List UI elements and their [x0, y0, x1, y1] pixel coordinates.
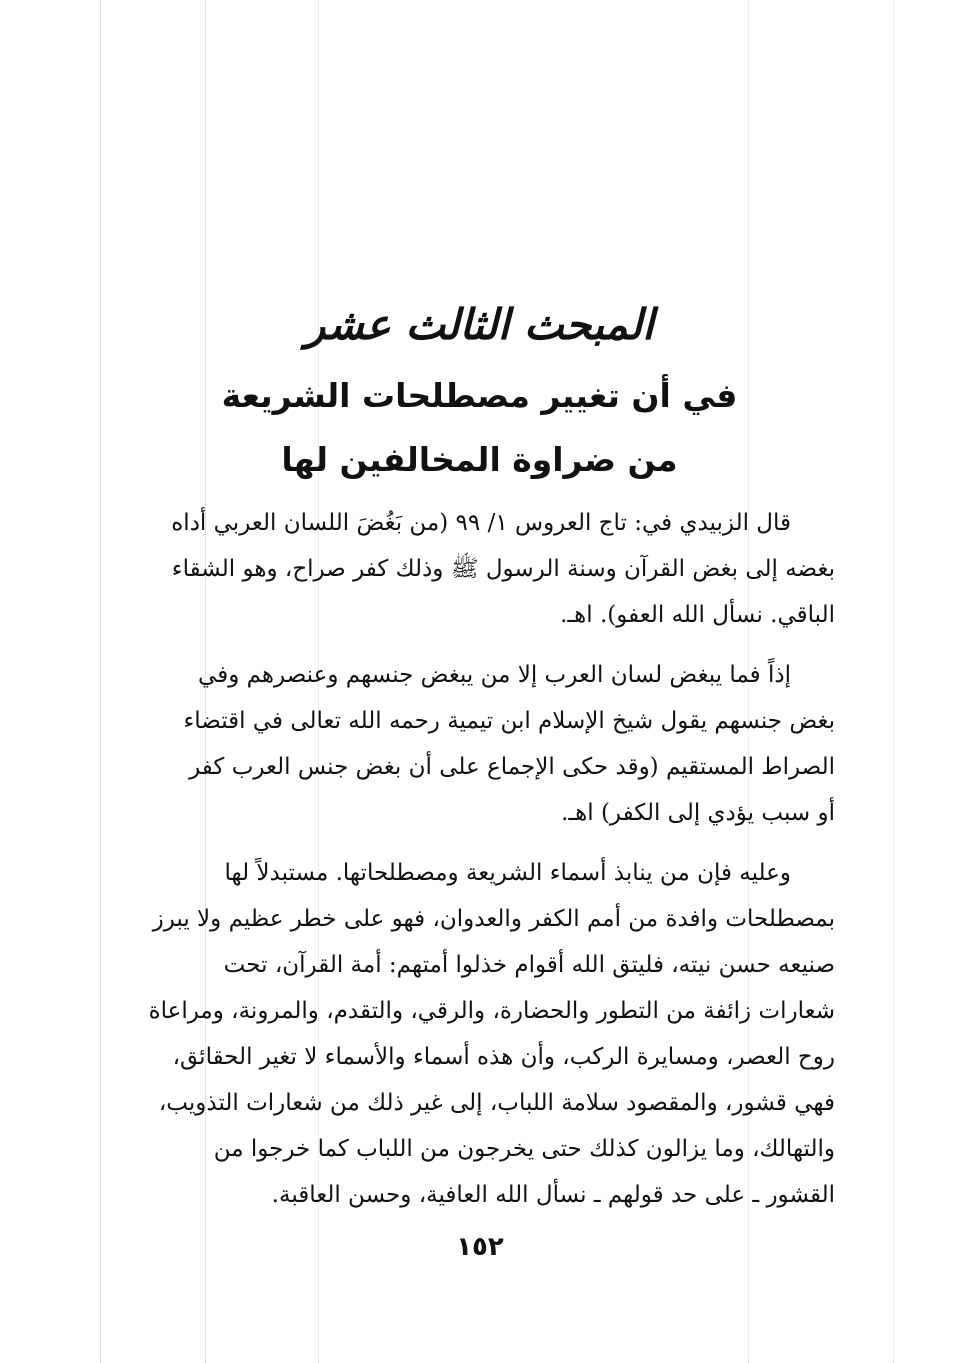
paragraph-line: إذاً فما يبغض لسان العرب إلا من يبغض جنسهم وعنصرهم وفي — [198, 662, 791, 688]
paragraph-line: الصراط المستقيم (وقد حكى الإجماع على أن بغض جنس العرب كفر — [189, 754, 835, 780]
paragraph-line: شعارات زائفة من التطور والحضارة، والرقي، والتقدم، والمرونة، ومراعاة — [148, 998, 835, 1024]
paragraph-line: الباقي. نسأل الله العفو). اهـ. — [560, 602, 835, 628]
page-number: ١٥٢ — [456, 1232, 504, 1262]
paragraph-1 — [128, 500, 835, 638]
paragraph-3 — [128, 850, 835, 1218]
paragraph-line: وعليه فإن من ينابذ أسماء الشريعة ومصطلحاتها. مستبدلاً لها — [224, 860, 791, 886]
scan-artifact-line — [100, 0, 101, 1363]
section-heading-line-1: في أن تغيير مصطلحات الشريعة — [221, 376, 738, 415]
paragraph-line: قال الزبيدي في: تاج العروس ١/ ٩٩ (من بَغُضَ اللسان العربي أداه — [171, 510, 791, 536]
paragraph-2 — [128, 652, 835, 836]
paragraph-line: والتهالك، وما يزالون كذلك حتى يخرجون من اللباب كما خرجوا من — [213, 1136, 835, 1162]
paragraph-line: روح العصر، ومسايرة الركب، وأن هذه أسماء والأسماء لا تغير الحقائق، — [172, 1044, 835, 1070]
section-heading-line-2: من ضراوة المخالفين لها — [281, 440, 678, 479]
paragraph-line: بغضه إلى بغض القرآن وسنة الرسول ﷺ وذلك كفر صراح، وهو الشقاء — [171, 556, 835, 582]
paragraph-line: بغض جنسهم يقول شيخ الإسلام ابن تيمية رحمه الله تعالى في اقتضاء — [183, 708, 835, 734]
paragraph-line: القشور ـ على حد قولهم ـ نسأل الله العافية، وحسن العاقبة. — [271, 1182, 835, 1208]
paragraph-line: أو سبب يؤدي إلى الكفر) اهـ. — [561, 800, 835, 826]
paragraph-line: بمصطلحات وافدة من أمم الكفر والعدوان، فهو على خطر عظيم ولا يبرز — [152, 906, 835, 932]
scan-artifact-line — [893, 0, 894, 1363]
chapter-title: المبحث الثالث عشر — [305, 300, 654, 349]
paragraph-line: صنيعه حسن نيته، فليتق الله أقوام خذلوا أمتهم: أمة القرآن، تحت — [223, 952, 835, 978]
paragraph-line: فهي قشور، والمقصود سلامة اللباب، إلى غير ذلك من شعارات التذويب، — [158, 1090, 835, 1116]
